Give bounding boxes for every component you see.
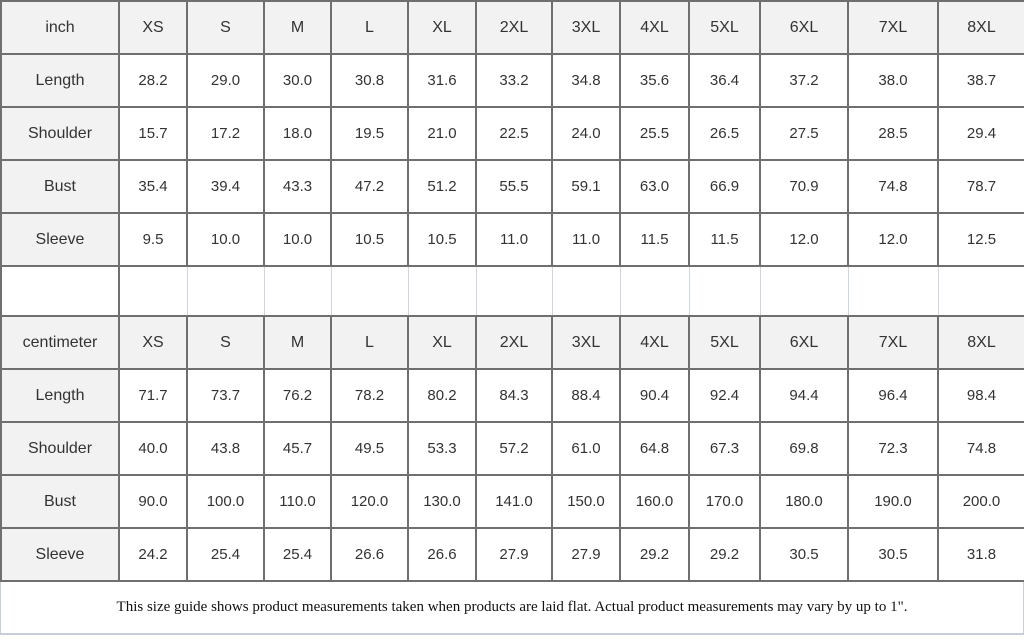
size-header-cell: 2XL bbox=[476, 316, 552, 369]
value-cell: 26.6 bbox=[408, 528, 476, 581]
value-cell: 26.5 bbox=[689, 107, 760, 160]
value-cell: 31.8 bbox=[938, 528, 1024, 581]
row-label: Length bbox=[1, 54, 119, 107]
value-cell: 110.0 bbox=[264, 475, 331, 528]
spacer-cell bbox=[689, 266, 760, 316]
value-cell: 51.2 bbox=[408, 160, 476, 213]
value-cell: 10.0 bbox=[187, 213, 264, 266]
size-header-cell: 3XL bbox=[552, 1, 620, 54]
size-header-cell: M bbox=[264, 1, 331, 54]
value-cell: 21.0 bbox=[408, 107, 476, 160]
value-cell: 74.8 bbox=[938, 422, 1024, 475]
value-cell: 45.7 bbox=[264, 422, 331, 475]
value-cell: 28.2 bbox=[119, 54, 187, 107]
value-cell: 38.7 bbox=[938, 54, 1024, 107]
value-cell: 36.4 bbox=[689, 54, 760, 107]
measurement-row bbox=[1, 213, 1024, 266]
size-header-cell: 8XL bbox=[938, 316, 1024, 369]
value-cell: 47.2 bbox=[331, 160, 408, 213]
value-cell: 17.2 bbox=[187, 107, 264, 160]
spacer-cell bbox=[408, 266, 476, 316]
value-cell: 26.6 bbox=[331, 528, 408, 581]
value-cell: 27.5 bbox=[760, 107, 848, 160]
spacer-label-cell bbox=[1, 266, 119, 316]
measurement-row bbox=[1, 107, 1024, 160]
value-cell: 70.9 bbox=[760, 160, 848, 213]
value-cell: 74.8 bbox=[848, 160, 938, 213]
value-cell: 160.0 bbox=[620, 475, 689, 528]
value-cell: 100.0 bbox=[187, 475, 264, 528]
size-header-cell: XS bbox=[119, 1, 187, 54]
value-cell: 25.4 bbox=[264, 528, 331, 581]
value-cell: 30.5 bbox=[760, 528, 848, 581]
size-header-cell: 2XL bbox=[476, 1, 552, 54]
value-cell: 27.9 bbox=[476, 528, 552, 581]
value-cell: 30.8 bbox=[331, 54, 408, 107]
value-cell: 24.2 bbox=[119, 528, 187, 581]
value-cell: 90.4 bbox=[620, 369, 689, 422]
size-header-cell: S bbox=[187, 1, 264, 54]
value-cell: 10.5 bbox=[331, 213, 408, 266]
row-label: Shoulder bbox=[1, 422, 119, 475]
size-header-cell: S bbox=[187, 316, 264, 369]
value-cell: 15.7 bbox=[119, 107, 187, 160]
size-header-cell: XL bbox=[408, 316, 476, 369]
value-cell: 10.0 bbox=[264, 213, 331, 266]
value-cell: 30.0 bbox=[264, 54, 331, 107]
row-label: Bust bbox=[1, 475, 119, 528]
value-cell: 180.0 bbox=[760, 475, 848, 528]
unit-header-row bbox=[1, 1, 1024, 54]
unit-label: inch bbox=[1, 1, 119, 54]
value-cell: 57.2 bbox=[476, 422, 552, 475]
value-cell: 63.0 bbox=[620, 160, 689, 213]
value-cell: 12.0 bbox=[760, 213, 848, 266]
measurement-row bbox=[1, 160, 1024, 213]
value-cell: 11.5 bbox=[689, 213, 760, 266]
value-cell: 53.3 bbox=[408, 422, 476, 475]
value-cell: 9.5 bbox=[119, 213, 187, 266]
size-header-cell: 6XL bbox=[760, 316, 848, 369]
value-cell: 69.8 bbox=[760, 422, 848, 475]
value-cell: 18.0 bbox=[264, 107, 331, 160]
value-cell: 38.0 bbox=[848, 54, 938, 107]
spacer-cell bbox=[620, 266, 689, 316]
value-cell: 29.2 bbox=[689, 528, 760, 581]
value-cell: 72.3 bbox=[848, 422, 938, 475]
size-header-cell: 5XL bbox=[689, 316, 760, 369]
value-cell: 61.0 bbox=[552, 422, 620, 475]
value-cell: 141.0 bbox=[476, 475, 552, 528]
value-cell: 39.4 bbox=[187, 160, 264, 213]
value-cell: 66.9 bbox=[689, 160, 760, 213]
size-header-cell: 5XL bbox=[689, 1, 760, 54]
value-cell: 90.0 bbox=[119, 475, 187, 528]
value-cell: 40.0 bbox=[119, 422, 187, 475]
measurement-row bbox=[1, 54, 1024, 107]
size-header-cell: XS bbox=[119, 316, 187, 369]
unit-label: centimeter bbox=[1, 316, 119, 369]
value-cell: 11.0 bbox=[552, 213, 620, 266]
spacer-cell bbox=[552, 266, 620, 316]
value-cell: 19.5 bbox=[331, 107, 408, 160]
value-cell: 30.5 bbox=[848, 528, 938, 581]
spacer-cell bbox=[938, 266, 1024, 316]
measurement-row bbox=[1, 422, 1024, 475]
measurement-row bbox=[1, 475, 1024, 528]
value-cell: 35.4 bbox=[119, 160, 187, 213]
size-header-cell: 6XL bbox=[760, 1, 848, 54]
value-cell: 64.8 bbox=[620, 422, 689, 475]
value-cell: 49.5 bbox=[331, 422, 408, 475]
value-cell: 130.0 bbox=[408, 475, 476, 528]
value-cell: 11.5 bbox=[620, 213, 689, 266]
value-cell: 29.0 bbox=[187, 54, 264, 107]
value-cell: 11.0 bbox=[476, 213, 552, 266]
value-cell: 73.7 bbox=[187, 369, 264, 422]
value-cell: 27.9 bbox=[552, 528, 620, 581]
spacer-cell bbox=[331, 266, 408, 316]
value-cell: 170.0 bbox=[689, 475, 760, 528]
value-cell: 78.7 bbox=[938, 160, 1024, 213]
value-cell: 92.4 bbox=[689, 369, 760, 422]
spacer-cell bbox=[476, 266, 552, 316]
value-cell: 29.2 bbox=[620, 528, 689, 581]
value-cell: 71.7 bbox=[119, 369, 187, 422]
footer-note: This size guide shows product measurements taken when products are laid flat. Actual product measurements may vary by up to 1". bbox=[0, 582, 1024, 635]
value-cell: 35.6 bbox=[620, 54, 689, 107]
size-header-cell: XL bbox=[408, 1, 476, 54]
value-cell: 120.0 bbox=[331, 475, 408, 528]
size-header-cell: 4XL bbox=[620, 316, 689, 369]
value-cell: 88.4 bbox=[552, 369, 620, 422]
value-cell: 43.8 bbox=[187, 422, 264, 475]
size-header-cell: 7XL bbox=[848, 316, 938, 369]
value-cell: 67.3 bbox=[689, 422, 760, 475]
value-cell: 84.3 bbox=[476, 369, 552, 422]
size-header-cell: 7XL bbox=[848, 1, 938, 54]
value-cell: 12.5 bbox=[938, 213, 1024, 266]
row-label: Bust bbox=[1, 160, 119, 213]
spacer-cell bbox=[760, 266, 848, 316]
value-cell: 96.4 bbox=[848, 369, 938, 422]
size-header-cell: 8XL bbox=[938, 1, 1024, 54]
value-cell: 190.0 bbox=[848, 475, 938, 528]
size-header-cell: L bbox=[331, 316, 408, 369]
spacer-cell bbox=[848, 266, 938, 316]
value-cell: 55.5 bbox=[476, 160, 552, 213]
value-cell: 94.4 bbox=[760, 369, 848, 422]
value-cell: 37.2 bbox=[760, 54, 848, 107]
value-cell: 24.0 bbox=[552, 107, 620, 160]
value-cell: 76.2 bbox=[264, 369, 331, 422]
value-cell: 25.5 bbox=[620, 107, 689, 160]
value-cell: 12.0 bbox=[848, 213, 938, 266]
value-cell: 98.4 bbox=[938, 369, 1024, 422]
spacer-cell bbox=[119, 266, 187, 316]
value-cell: 28.5 bbox=[848, 107, 938, 160]
spacer-cell bbox=[187, 266, 264, 316]
row-label: Shoulder bbox=[1, 107, 119, 160]
value-cell: 200.0 bbox=[938, 475, 1024, 528]
spacer-row bbox=[1, 266, 1024, 316]
value-cell: 59.1 bbox=[552, 160, 620, 213]
row-label: Length bbox=[1, 369, 119, 422]
value-cell: 29.4 bbox=[938, 107, 1024, 160]
row-label: Sleeve bbox=[1, 528, 119, 581]
value-cell: 25.4 bbox=[187, 528, 264, 581]
value-cell: 22.5 bbox=[476, 107, 552, 160]
value-cell: 34.8 bbox=[552, 54, 620, 107]
spacer-cell bbox=[264, 266, 331, 316]
value-cell: 10.5 bbox=[408, 213, 476, 266]
value-cell: 43.3 bbox=[264, 160, 331, 213]
size-header-cell: L bbox=[331, 1, 408, 54]
measurement-row bbox=[1, 369, 1024, 422]
row-label: Sleeve bbox=[1, 213, 119, 266]
value-cell: 80.2 bbox=[408, 369, 476, 422]
unit-header-row bbox=[1, 316, 1024, 369]
value-cell: 31.6 bbox=[408, 54, 476, 107]
size-header-cell: 3XL bbox=[552, 316, 620, 369]
value-cell: 150.0 bbox=[552, 475, 620, 528]
value-cell: 33.2 bbox=[476, 54, 552, 107]
size-header-cell: M bbox=[264, 316, 331, 369]
value-cell: 78.2 bbox=[331, 369, 408, 422]
size-header-cell: 4XL bbox=[620, 1, 689, 54]
measurement-row bbox=[1, 528, 1024, 581]
